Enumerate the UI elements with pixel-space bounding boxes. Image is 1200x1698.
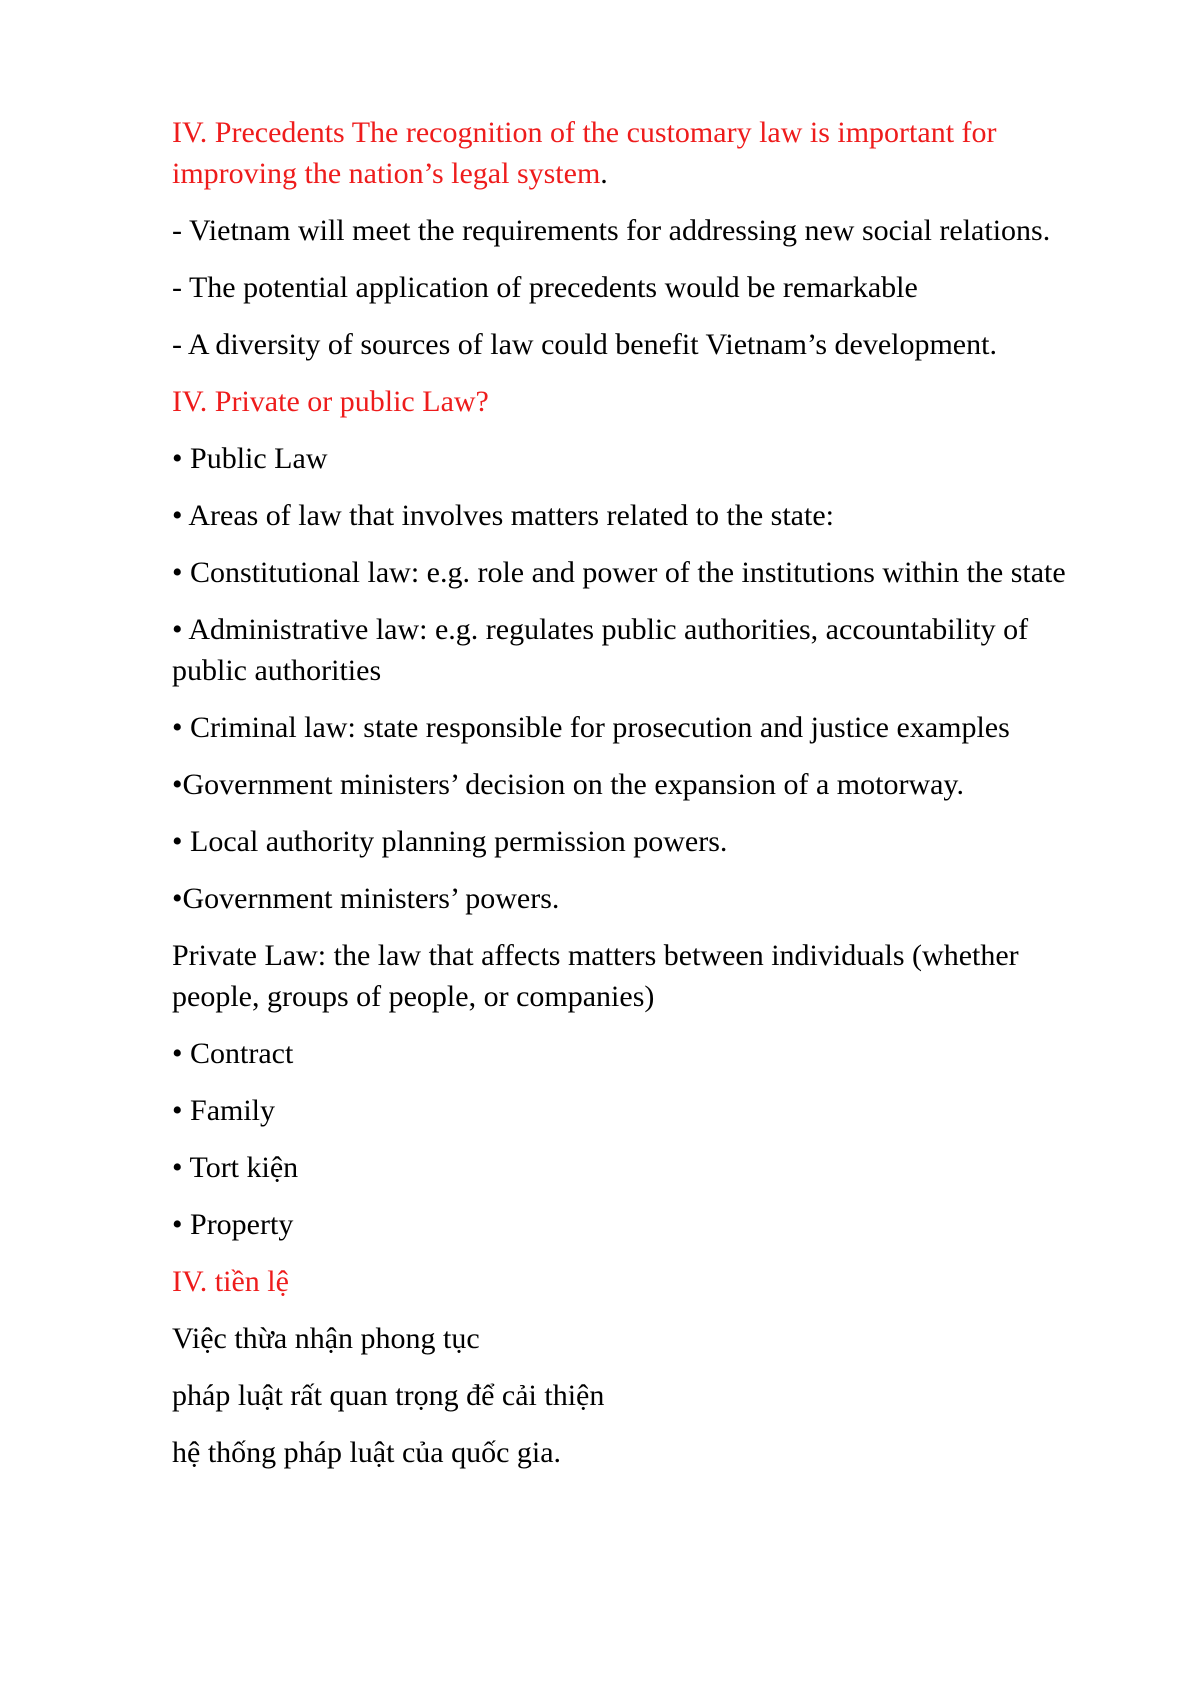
bullet-item: • Areas of law that involves matters related to the state: xyxy=(172,499,834,532)
paragraph: hệ thống pháp luật của quốc gia. xyxy=(172,1436,562,1469)
paragraph: - Vietnam will meet the requirements for addressing new social relations. xyxy=(172,214,1051,247)
bullet-item: • Constitutional law: e.g. role and power of the institutions within the state xyxy=(172,556,1066,589)
section-heading-tien-le: IV. tiền lệ xyxy=(172,1265,289,1298)
document-body xyxy=(172,112,1102,1489)
bullet-item: • Contract xyxy=(172,1037,294,1070)
bullet-item: • Public Law xyxy=(172,442,328,475)
paragraph: - A diversity of sources of law could benefit Vietnam’s development. xyxy=(172,328,997,361)
heading-text: IV. Precedents The recognition of the customary law is important for improving the nation’s legal system xyxy=(172,116,997,190)
heading-period: . xyxy=(600,157,608,190)
bullet-item: •Government ministers’ decision on the expansion of a motorway. xyxy=(172,768,964,801)
section-heading-private-public: IV. Private or public Law? xyxy=(172,385,489,418)
bullet-item: • Criminal law: state responsible for prosecution and justice examples xyxy=(172,711,1010,744)
paragraph: Việc thừa nhận phong tục xyxy=(172,1322,480,1355)
bullet-item: •Government ministers’ powers. xyxy=(172,882,560,915)
bullet-item: • Property xyxy=(172,1208,294,1241)
bullet-item: • Family xyxy=(172,1094,276,1127)
section-heading-precedents xyxy=(172,112,1102,194)
bullet-item: • Local authority planning permission powers. xyxy=(172,825,728,858)
bullet-item: • Administrative law: e.g. regulates public authorities, accountability of public authorities xyxy=(172,613,1029,687)
paragraph: - The potential application of precedents would be remarkable xyxy=(172,271,918,304)
paragraph: Private Law: the law that affects matters between individuals (whether people, groups of people, or companies) xyxy=(172,939,1019,1013)
paragraph: pháp luật rất quan trọng để cải thiện xyxy=(172,1379,605,1412)
bullet-item: • Tort kiện xyxy=(172,1151,299,1184)
